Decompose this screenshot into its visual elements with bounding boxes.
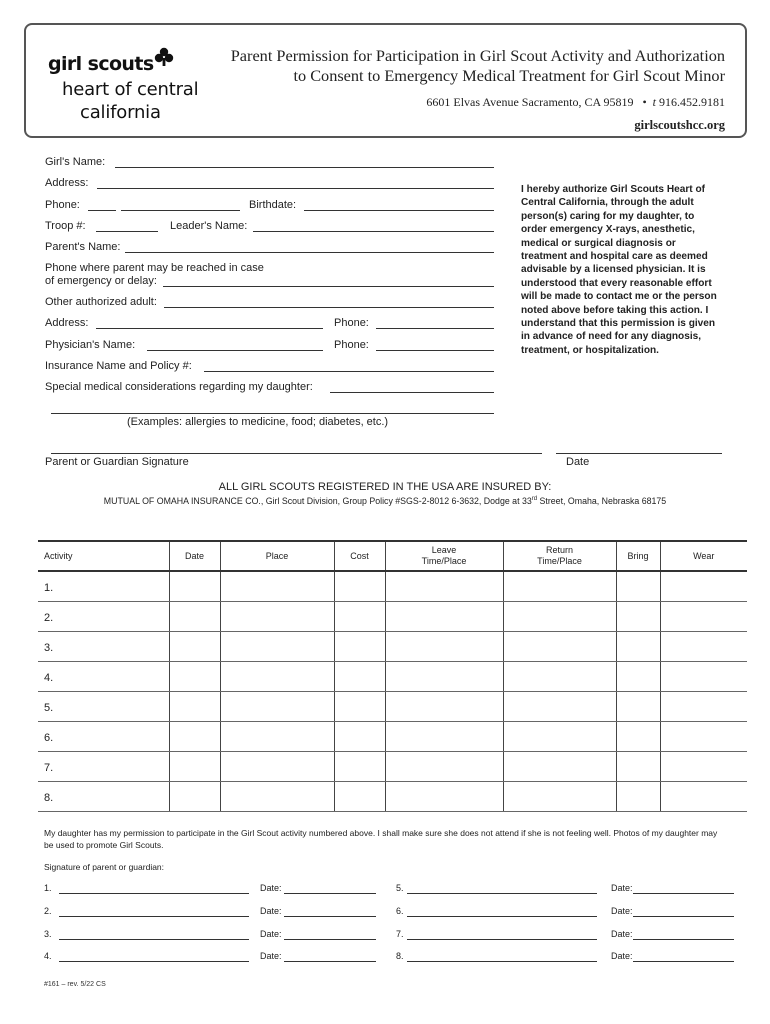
table-cell-cost[interactable] <box>334 631 385 661</box>
activity-table <box>38 540 747 812</box>
table-cell-wear[interactable] <box>660 661 747 691</box>
form-number: #161 – rev. 5/22 CS <box>44 981 106 988</box>
activity-number[interactable]: 4. <box>38 661 169 691</box>
signature-date-field[interactable] <box>284 893 376 894</box>
parents-name-field[interactable] <box>125 252 494 253</box>
signature-date-field[interactable] <box>633 916 734 917</box>
signature-parent-label: Signature of parent or guardian: <box>44 862 165 872</box>
parent-phone-label-2: of emergency or delay: <box>45 275 157 287</box>
table-cell-return-time-place[interactable] <box>503 661 616 691</box>
signature-date-label: Date: <box>611 906 633 916</box>
table-cell-bring[interactable] <box>616 721 660 751</box>
authorization-statement: I hereby authorize Girl Scouts Heart of Central California, through the adult person(s) caring for my daughter, to order emergency X-rays, anesthetic, medical or surgical diagnosis or treatment and hospital care as deemed advisable by a licensed physician. It is understood that every reasonable effort will be made to contact me or the person noted above before taking this action. I understand that this permission is given in advance of need for any diagnosis, treatment, or hospitalization. <box>521 184 717 356</box>
physician-label: Physician's Name: <box>45 339 136 351</box>
insurance-label: Insurance Name and Policy #: <box>45 360 192 372</box>
signature-number: 7. <box>396 929 404 939</box>
signature-date-field[interactable] <box>633 893 734 894</box>
signature-date-label: Date: <box>260 883 282 893</box>
col-activity: Activity <box>38 541 169 571</box>
signature-date-field[interactable] <box>556 453 722 454</box>
table-cell-leave-time-place[interactable] <box>385 571 503 601</box>
signature-field[interactable] <box>407 916 597 917</box>
signature-date-field[interactable] <box>633 939 734 940</box>
table-cell-wear[interactable] <box>660 601 747 631</box>
table-cell-place[interactable] <box>220 721 334 751</box>
signature-date-label: Date: <box>611 929 633 939</box>
trefoil-icon <box>154 47 174 67</box>
signature-date-field[interactable] <box>284 916 376 917</box>
org-address: 6601 Elvas Avenue Sacramento, CA 95819 <box>426 95 634 109</box>
table-cell-place[interactable] <box>220 631 334 661</box>
signature-field[interactable] <box>59 961 249 962</box>
table-cell-leave-time-place[interactable] <box>385 661 503 691</box>
special-medical-field[interactable] <box>330 392 494 393</box>
table-cell-wear[interactable] <box>660 751 747 781</box>
insurance-detail-pre: MUTUAL OF OMAHA INSURANCE CO., Girl Scout Division, Group Policy #SGS-2-8012 6-3632, Dodge at 33 <box>103 496 532 506</box>
address2-field[interactable] <box>96 328 323 329</box>
table-cell-cost[interactable] <box>334 691 385 721</box>
table-header-row <box>38 541 747 571</box>
signature-date-label: Date: <box>260 951 282 961</box>
signature-number: 2. <box>44 906 52 916</box>
signature-date-field[interactable] <box>633 961 734 962</box>
table-cell-date[interactable] <box>169 721 220 751</box>
table-cell-cost[interactable] <box>334 721 385 751</box>
table-cell-return-time-place[interactable] <box>503 691 616 721</box>
table-cell-return-time-place[interactable] <box>503 721 616 751</box>
table-cell-date[interactable] <box>169 691 220 721</box>
table-row <box>38 691 747 721</box>
phone2-field[interactable] <box>376 328 494 329</box>
table-cell-date[interactable] <box>169 781 220 811</box>
address-field[interactable] <box>97 188 494 189</box>
special-medical-field-2[interactable] <box>51 413 494 414</box>
table-cell-wear[interactable] <box>660 631 747 661</box>
insurance-detail-sup: rd <box>531 496 538 503</box>
col-bring: Bring <box>616 541 660 571</box>
table-row <box>38 781 747 811</box>
signature-date-label: Date: <box>260 929 282 939</box>
physician-field[interactable] <box>147 350 323 351</box>
form-title-line2: to Consent to Emergency Medical Treatment for Girl Scout Minor <box>293 66 725 85</box>
col-return-l1: Return <box>545 545 573 555</box>
col-leave-l1: Leave <box>431 545 457 555</box>
examples-note: (Examples: allergies to medicine, food; diabetes, etc.) <box>127 416 389 428</box>
form-title-line1: Parent Permission for Participation in Girl Scout Activity and Authorization <box>230 46 725 65</box>
logo-heart-of-central: heart of central <box>62 79 199 100</box>
table-cell-bring[interactable] <box>616 571 660 601</box>
table-cell-bring[interactable] <box>616 691 660 721</box>
table-cell-cost[interactable] <box>334 571 385 601</box>
activity-number[interactable]: 3. <box>38 631 169 661</box>
col-wear: Wear <box>660 541 747 571</box>
insurance-detail-post: Street, Omaha, Nebraska 68175 <box>537 496 667 506</box>
col-cost: Cost <box>334 541 385 571</box>
table-cell-leave-time-place[interactable] <box>385 721 503 751</box>
header-box <box>24 23 747 138</box>
insurance-detail <box>0 496 770 506</box>
parent-phone-field[interactable] <box>163 286 494 287</box>
signature-date-label: Date: <box>260 906 282 916</box>
table-cell-date[interactable] <box>169 631 220 661</box>
special-medical-label: Special medical considerations regarding my daughter: <box>45 381 313 393</box>
phone2-label: Phone: <box>334 317 369 329</box>
org-website: girlscoutshcc.org <box>634 118 725 132</box>
table-cell-return-time-place[interactable] <box>503 571 616 601</box>
activity-number[interactable]: 5. <box>38 691 169 721</box>
signature-date-label: Date: <box>611 883 633 893</box>
table-row <box>38 721 747 751</box>
table-cell-place[interactable] <box>220 751 334 781</box>
table-row <box>38 601 747 631</box>
guardian-signature-label: Parent or Guardian Signature <box>45 456 189 468</box>
address2-label: Address: <box>45 317 89 329</box>
activity-number[interactable]: 7. <box>38 751 169 781</box>
col-date: Date <box>169 541 220 571</box>
logo-girl-scouts: girl scouts <box>48 53 154 75</box>
signature-number: 8. <box>396 951 404 961</box>
parent-phone-label-1: Phone where parent may be reached in case <box>45 262 264 274</box>
title-block <box>231 46 725 133</box>
table-cell-cost[interactable] <box>334 781 385 811</box>
table-cell-wear[interactable] <box>660 691 747 721</box>
table-cell-leave-time-place[interactable] <box>385 631 503 661</box>
table-cell-bring[interactable] <box>616 781 660 811</box>
phone-label: Phone: <box>45 199 80 211</box>
signature-field[interactable] <box>407 893 597 894</box>
signature-number: 3. <box>44 929 52 939</box>
table-cell-cost[interactable] <box>334 751 385 781</box>
insurance-field[interactable] <box>204 371 494 372</box>
table-cell-cost[interactable] <box>334 601 385 631</box>
table-cell-cost[interactable] <box>334 661 385 691</box>
troop-field[interactable] <box>96 231 158 232</box>
signature-field[interactable] <box>407 961 597 962</box>
girls-name-label: Girl's Name: <box>45 156 106 168</box>
table-cell-place[interactable] <box>220 781 334 811</box>
signature-date-field[interactable] <box>284 961 376 962</box>
birthdate-field[interactable] <box>304 210 494 211</box>
signature-field[interactable] <box>407 939 597 940</box>
table-row <box>38 751 747 781</box>
guardian-signature-field[interactable] <box>51 453 542 454</box>
contact-line: 6601 Elvas Avenue Sacramento, CA 95819 • t 916.452.9181 <box>426 95 725 109</box>
phone3-label: Phone: <box>334 339 369 351</box>
table-cell-leave-time-place[interactable] <box>385 601 503 631</box>
other-adult-field[interactable] <box>164 307 494 308</box>
table-cell-leave-time-place[interactable] <box>385 691 503 721</box>
phone3-field[interactable] <box>376 350 494 351</box>
girls-name-field[interactable] <box>115 167 494 168</box>
signature-date-field[interactable] <box>284 939 376 940</box>
signature-field[interactable] <box>59 916 249 917</box>
insurance-heading: ALL GIRL SCOUTS REGISTERED IN THE USA ARE INSURED BY: <box>218 481 552 493</box>
permission-statement: My daughter has my permission to participate in the Girl Scout activity numbered above. I shall make sure she does not attend if she is not feeling well. Photos of my daughter may be used to promote Girl Scouts. <box>44 828 718 850</box>
address-label: Address: <box>45 177 89 189</box>
signature-field[interactable] <box>59 893 249 894</box>
girl-scouts-logo <box>48 47 228 127</box>
org-phone: 916.452.9181 <box>659 95 725 109</box>
phone-prefix: t <box>652 95 656 109</box>
signature-number: 4. <box>44 951 52 961</box>
col-place: Place <box>220 541 334 571</box>
table-cell-place[interactable] <box>220 601 334 631</box>
table-row <box>38 661 747 691</box>
other-adult-label: Other authorized adult: <box>45 296 157 308</box>
leaders-name-field[interactable] <box>253 231 494 232</box>
table-cell-wear[interactable] <box>660 781 747 811</box>
signature-number: 1. <box>44 883 52 893</box>
troop-label: Troop #: <box>45 220 86 232</box>
parents-name-label: Parent's Name: <box>45 241 121 253</box>
table-cell-leave-time-place[interactable] <box>385 781 503 811</box>
phone-area-field[interactable] <box>88 210 116 211</box>
table-cell-leave-time-place[interactable] <box>385 751 503 781</box>
table-cell-date[interactable] <box>169 601 220 631</box>
activity-number[interactable]: 1. <box>38 571 169 601</box>
activity-number[interactable]: 6. <box>38 721 169 751</box>
table-cell-return-time-place[interactable] <box>503 751 616 781</box>
phone-field[interactable] <box>121 210 240 211</box>
birthdate-label: Birthdate: <box>249 199 297 211</box>
table-cell-bring[interactable] <box>616 631 660 661</box>
table-cell-place[interactable] <box>220 571 334 601</box>
table-row <box>38 631 747 661</box>
table-cell-place[interactable] <box>220 691 334 721</box>
col-return-l2: Time/Place <box>537 556 582 566</box>
table-cell-wear[interactable] <box>660 721 747 751</box>
table-cell-return-time-place[interactable] <box>503 781 616 811</box>
signature-date-label: Date: <box>611 951 633 961</box>
activity-number[interactable]: 8. <box>38 781 169 811</box>
table-cell-date[interactable] <box>169 751 220 781</box>
col-leave-l2: Time/Place <box>421 556 467 566</box>
table-cell-date[interactable] <box>169 661 220 691</box>
logo-california: california <box>80 102 161 123</box>
leaders-name-label: Leader's Name: <box>170 220 248 232</box>
col-leave <box>385 541 503 571</box>
col-return <box>503 541 616 571</box>
table-cell-bring[interactable] <box>616 751 660 781</box>
signature-field[interactable] <box>59 939 249 940</box>
table-cell-bring[interactable] <box>616 601 660 631</box>
signature-number: 6. <box>396 906 404 916</box>
table-cell-bring[interactable] <box>616 661 660 691</box>
table-cell-return-time-place[interactable] <box>503 631 616 661</box>
activity-number[interactable]: 2. <box>38 601 169 631</box>
table-cell-return-time-place[interactable] <box>503 601 616 631</box>
table-cell-wear[interactable] <box>660 571 747 601</box>
table-cell-date[interactable] <box>169 571 220 601</box>
table-row <box>38 571 747 601</box>
signature-date-label: Date <box>566 456 590 468</box>
signature-number: 5. <box>396 883 404 893</box>
table-cell-place[interactable] <box>220 661 334 691</box>
